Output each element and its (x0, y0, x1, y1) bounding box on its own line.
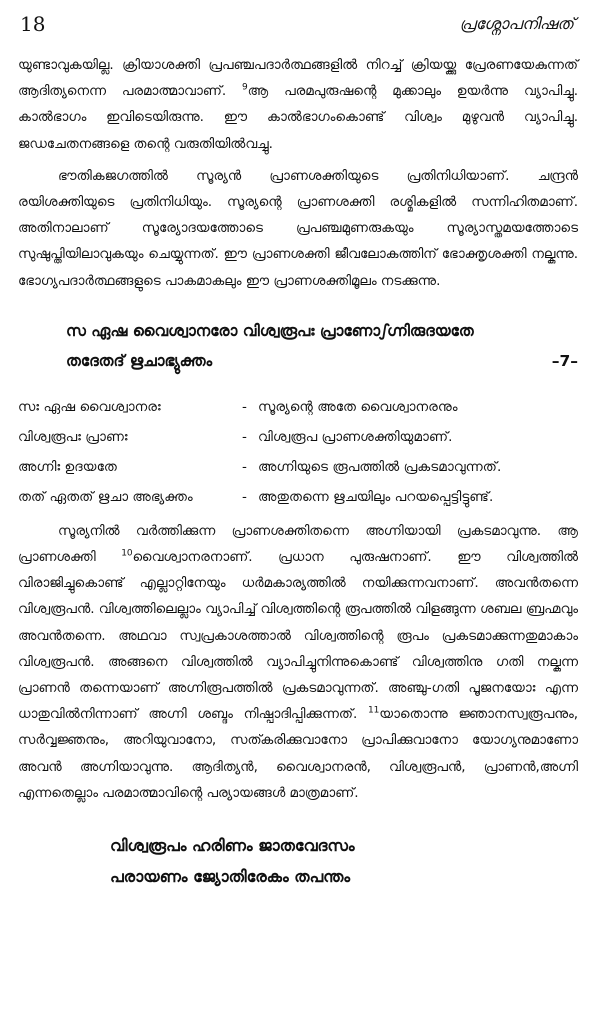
verse-number: –7– (551, 351, 578, 370)
gloss-row (18, 452, 578, 482)
gloss-term: വിശ്വരൂപഃ പ്രാണഃ (18, 428, 128, 445)
gloss-meaning: അഗ്നിയുടെ രൂപത്തിൽ പ്രകടമാവുന്നത്. (258, 458, 502, 475)
verse-line: വിശ്വരൂപം ഹരിണം ജാതവേദസം (110, 836, 355, 856)
gloss-row (18, 482, 578, 512)
running-title: പ്രശ്നോപനിഷത് (459, 14, 574, 33)
gloss-meaning: വിശ്വരൂപ പ്രാണശക്തിയുമാണ്. (258, 428, 453, 445)
gloss-term: അഗ്നിഃ ഉദയതേ (18, 458, 117, 475)
footnote-marker: 11 (367, 705, 380, 716)
verse-line: തദേതദ് ഋചാഭ്യുക്തം (66, 351, 213, 370)
closing-verse (110, 830, 578, 892)
page-header (18, 0, 578, 52)
gloss-dash: - (242, 458, 247, 475)
gloss-row (18, 422, 578, 452)
gloss-term: തത് ഏതത് ഋചാ അഭ്യക്തം (18, 488, 193, 505)
paragraph-text: യാതൊന്നു ജ്ഞാനസ്വരൂപനും, സർവ്വജ്ഞനും, അറിയുവാനോ, സത്കരിക്കുവാനോ പ്രാപിക്കുവാനോ യോഗ്യനുമാണോ അവൻ അഗ്നിയാവുന്നു. ആദിത്യൻ, വൈശ്വാനരൻ, വിശ്വരൂപൻ, പ്രാണൻ,അഗ്നി എന്നതെല്ലാം പരമാത്മാവിന്റെ പര്യായങ്ങൾ മാത്രമാണ്. (18, 706, 578, 801)
word-meaning-list (18, 392, 578, 512)
gloss-dash: - (242, 488, 247, 505)
paragraph-text: സൂര്യനിൽ വർത്തിക്കുന്ന പ്രാണശക്തിതന്നെ അഗ്നിയായി പ്രകടമാവുന്നു. ആ പ്രാണശക്തി (18, 522, 578, 566)
footnote-marker: 9 (241, 82, 248, 93)
verse-line: പരായണം ജ്യോതിരേകം തപന്തം (110, 867, 351, 887)
gloss-meaning: അതുതന്നെ ഋചയിലും പറയപ്പെട്ടിട്ടുണ്ട്. (258, 488, 494, 505)
page-number: 18 (20, 12, 46, 36)
verse-block (66, 316, 578, 376)
paragraph-text: ഭൗതികജഗത്തിൽ സൂര്യൻ പ്രാണശക്തിയുടെ പ്രതിനിധിയാണ്. ചന്ദ്രൻ രയിശക്തിയുടെ പ്രതിനിധിയും. സൂര്യന്റെ പ്രാണശക്തി രശ്മികളിൽ സന്നിഹിതമാണ്. അതിനാലാണ് സൂര്യോദയത്തോടെ പ്രപഞ്ചമുണരുകയും സൂര്യാസ്തമയത്തോടെ സുഷുപ്തിയിലാവുകയും ചെയ്യുന്നത്. ഈ പ്രാണശക്തി ജീവലോകത്തിന് ഭോക്തൃശക്തി നല്കുന്നു. ഭോഗ്യപദാർത്ഥങ്ങളുടെ പാകമാകലും ഈ പ്രാണശക്തിമൂലം നടക്കുന്നു. (18, 167, 578, 289)
gloss-row (18, 392, 578, 422)
verse-line: സ ഏഷ വൈശ്വാനരോ വിശ്വരൂപഃ പ്രാണോഽഗ്നിരുദയതേ (66, 321, 474, 340)
gloss-dash: - (242, 428, 247, 445)
gloss-meaning: സൂര്യന്റെ അതേ വൈശ്വാനരനും (258, 398, 458, 415)
gloss-term: സഃ ഏഷ വൈശ്വാനരഃ (18, 398, 161, 415)
gloss-dash: - (242, 398, 247, 415)
paragraph-sun-prana (18, 163, 578, 294)
paragraph-continued (18, 52, 578, 157)
paragraph-agni (18, 518, 578, 806)
footnote-marker: 10 (121, 548, 133, 559)
paragraph-text: വൈശ്വാനരനാണ്. പ്രധാന പുരുഷനാണ്. ഈ വിശ്വത്തിൽ വിരാജിച്ചുകൊണ്ട് എല്ലാറ്റിനേയും ധർമകാര്യത്തിൽ നയിക്കുന്നവനാണ്. അവൻതന്നെ വിശ്വരൂപൻ. വിശ്വത്തിലെല്ലാം വ്യാപിച്ച് വിശ്വത്തിന്റെ രൂപത്തിൽ വിളങ്ങുന്ന ശബല ബ്രഹ്മവും അവൻതന്നെ. അഥവാ സ്വപ്രകാശത്താൽ വിശ്വത്തിന്റെ രൂപം പ്രകടമാക്കുന്നതുമാകാം വിശ്വരൂപൻ. അങ്ങനെ വിശ്വത്തിൽ വ്യാപിച്ചുനിന്നുകൊണ്ട് വിശ്വത്തിനു ഗതി നല്കുന്ന പ്രാണൻ തന്നെയാണ് അഗ്നിരൂപത്തിൽ പ്രകടമാവുന്നത്. അഞ്ചു-ഗതി പൂജനയോഃ എന്ന ധാതുവിൽനിന്നാണ് അഗ്നി ശബ്ദം നിഷ്പാദിപ്പിക്കുന്നത്. (18, 549, 578, 723)
paragraph-text: ആ പരമപുരുഷന്റെ മുക്കാലും ഉയർന്നു വ്യാപിച്ചു. കാൽഭാഗം ഇവിടെയിരുന്നു. ഈ കാൽഭാഗംകൊണ്ട് വിശ്വം മുഴുവൻ വ്യാപിച്ചു. ജഡചേതനങ്ങളെ തന്റെ വരുതിയിൽവച്ചു. (18, 83, 579, 152)
paragraph-text: യുണ്ടാവുകയില്ല. ക്രിയാശക്തി പ്രപഞ്ചപദാർത്ഥങ്ങളിൽ നിറച്ച് ക്രിയയ്ക്കു പ്രേരണയേകുന്നത് ആദിത്യനെന്ന പരമാത്മാവാണ്. (18, 57, 578, 100)
